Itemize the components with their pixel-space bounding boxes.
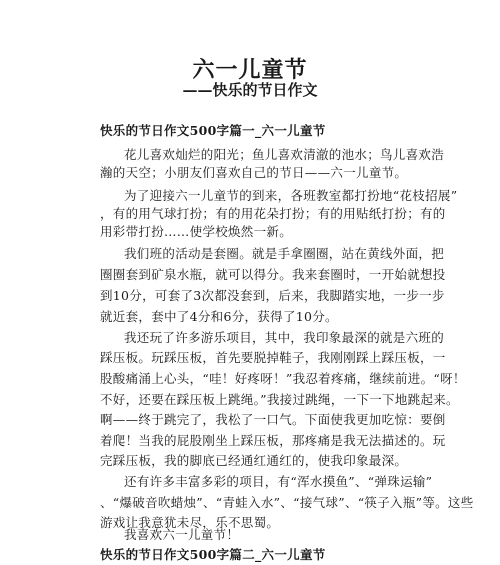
paragraph-line: 啊——终于跳完了，我松了一口气。下面使我更加吃惊：要倒 <box>100 412 446 427</box>
paragraph-line: 到10分，可套了3次都没套到，后来，我脚踏实地，一步一步 <box>100 288 445 303</box>
paragraph-line: 我喜欢六一儿童节！ <box>124 527 240 542</box>
paragraph-line: 踩压板。玩踩压板，首先要脱掉鞋子，我刚刚踩上踩压板，一 <box>100 350 446 365</box>
paragraph-line: 股酸痛涌上心头，“哇！好疼呀！”我忍着疼痛，继续前进。“呀！ <box>100 371 466 386</box>
paragraph-line: 游戏让我意犹未尽，乐不思蜀。 <box>100 515 280 530</box>
paragraph-line: 我们班的活动是套圈。就是手拿圈圈，站在黄线外面，把 <box>124 246 445 261</box>
paragraph-line: 圈圈套到矿泉水瓶，就可以得分。我来套圈时，一开始就想投 <box>100 267 446 282</box>
paragraph-line: 我还玩了许多游乐项目，其中，我印象最深的就是六班的 <box>124 330 445 345</box>
paragraph-line: 、“爆破音吹蜡烛”、“青蛙入水”、“接气球”、“筷子入瓶”等。这些 <box>100 495 474 510</box>
document-title: 六一儿童节 <box>192 57 308 83</box>
section-heading-2: 快乐的节日作文500字篇二_六一儿童节 <box>100 547 326 562</box>
paragraph-line: ，有的用气球打扮；有的用花朵打扮；有的用贴纸打扮；有的 <box>100 206 446 221</box>
paragraph-line: 还有许多丰富多彩的项目，有“浑水摸鱼”、“弹珠运输” <box>124 474 433 489</box>
paragraph-line: 用彩带打扮……使学校焕然一新。 <box>100 224 293 239</box>
document-subtitle: ——快乐的节日作文 <box>182 81 318 99</box>
paragraph-line: 瀚的天空；小朋友们喜欢自己的节日——六一儿童节。 <box>100 165 408 180</box>
paragraph-line: 花儿喜欢灿烂的阳光；鱼儿喜欢清澈的池水；鸟儿喜欢浩 <box>124 147 445 162</box>
paragraph-line: 就近套，套中了4分和6分，获得了10分。 <box>100 309 338 324</box>
paragraph-line: 着爬！当我的屁股刚坐上踩压板，那疼痛是我无法描述的。玩 <box>100 433 446 448</box>
paragraph-line: 不好，还要在踩压板上跳绳。”我接过跳绳，一下一下地跳起来。 <box>100 392 459 407</box>
paragraph-line: 为了迎接六一儿童节的到来，各班教室都打扮地“花枝招展” <box>124 188 458 203</box>
paragraph-line: 完踩压板，我的脚底已经通红通红的，使我印象最深。 <box>100 453 408 468</box>
section-heading-1: 快乐的节日作文500字篇一_六一儿童节 <box>100 123 326 138</box>
